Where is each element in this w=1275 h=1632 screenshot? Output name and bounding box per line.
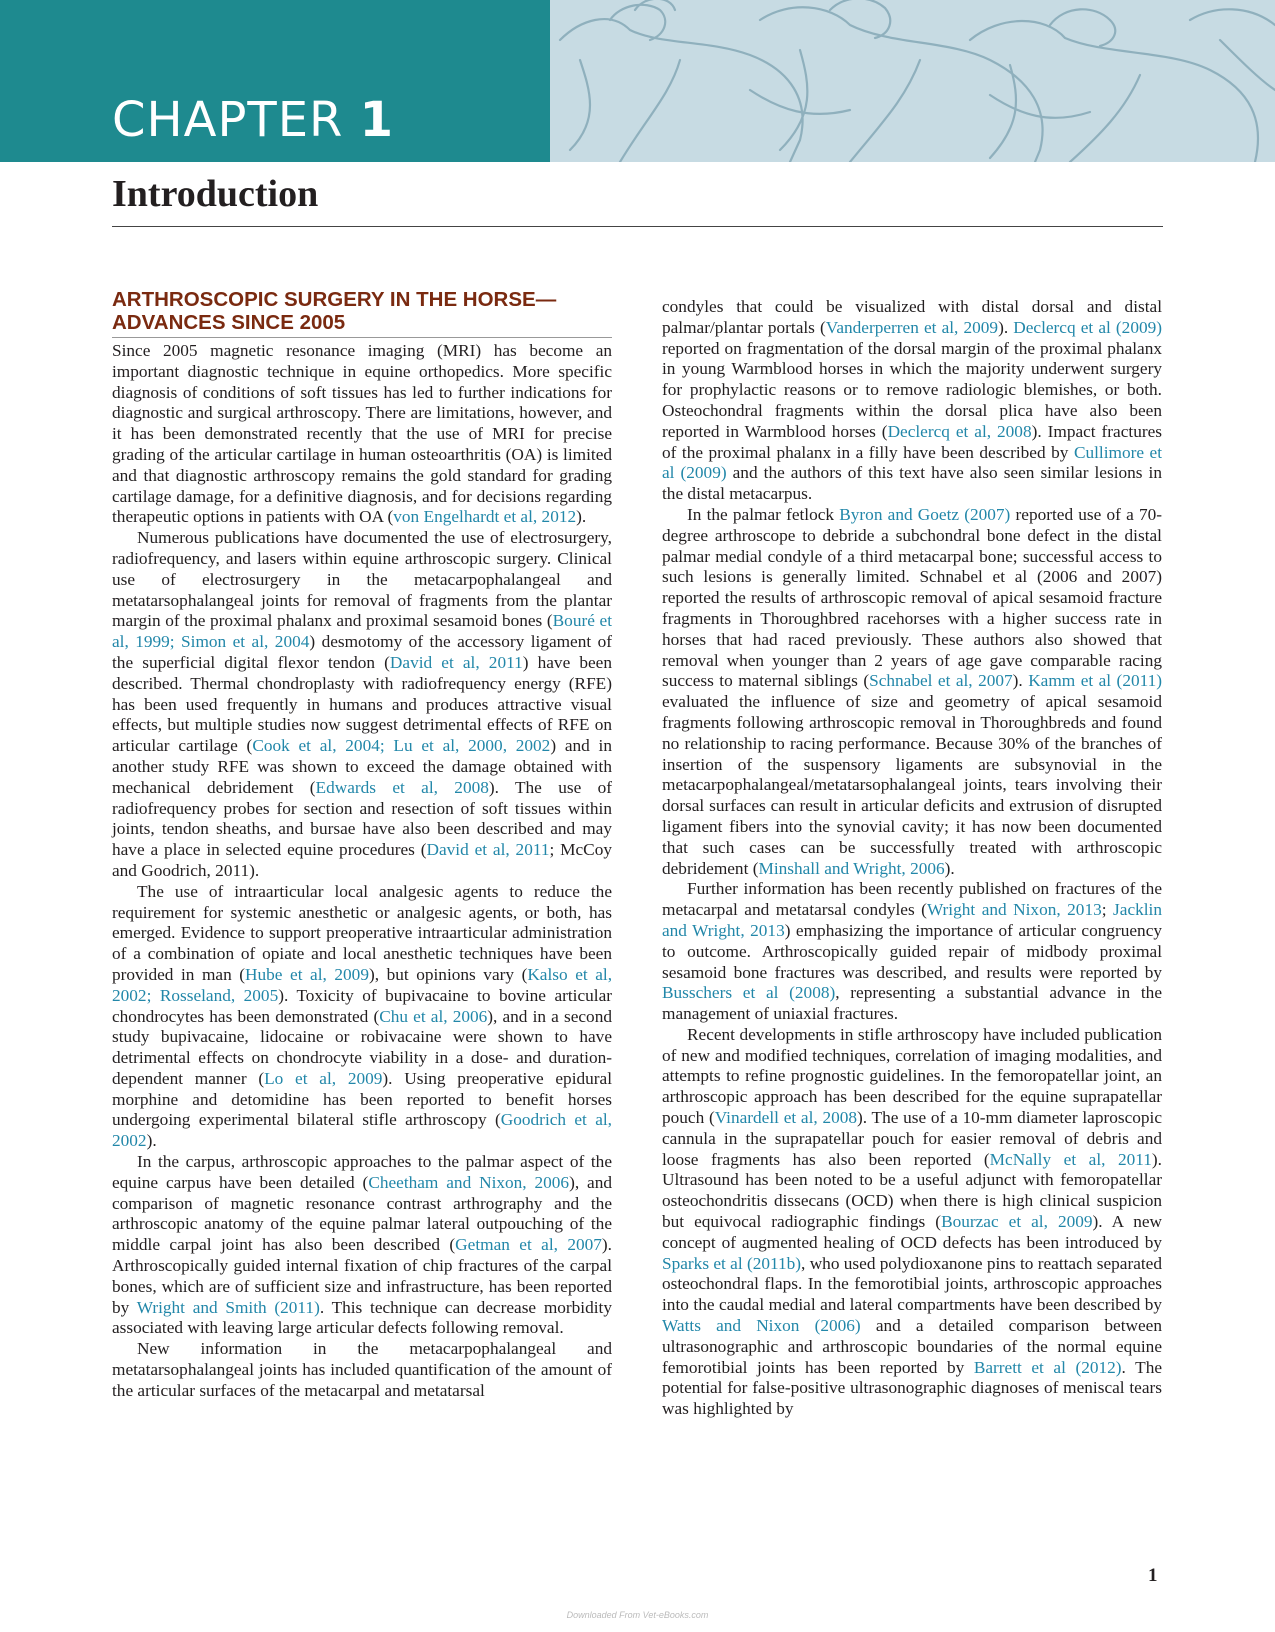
citation-link[interactable]: David et al, 2011 — [426, 840, 550, 860]
right-column-paragraph — [662, 297, 1162, 505]
citation-link[interactable]: Vanderperren et al, 2009 — [825, 317, 999, 337]
citation-link[interactable]: Vinardell et al, 2008 — [714, 1108, 858, 1128]
left-column-paragraph — [112, 341, 612, 528]
body-text: ). A new concept of augmented healing of OCD defects has been introduced by — [662, 1212, 1162, 1252]
right-column-paragraph — [662, 1025, 1162, 1420]
chapter-banner — [0, 0, 550, 162]
body-text: ). Toxicity of bupivacaine to bovine articular chondrocytes has been demonstrated ( — [112, 985, 613, 1026]
citation-link[interactable]: von Engelhardt et al, 2012 — [393, 507, 577, 527]
right-column-paragraph — [662, 505, 1162, 879]
right-column-body — [662, 297, 1162, 1420]
body-text: reported on fragmentation of the dorsal margin of the proximal phalanx in young Warmblood horses in which the majority underwent surgery for prophylactic reasons or to remove radiologic blemishes, or both. Osteochondral fragments within the dorsal plica have also been reported in Warmblood horses ( — [662, 338, 1162, 441]
citation-link[interactable]: Byron and Goetz (2007) — [839, 504, 1011, 524]
body-text: ) and in another study RFE was shown to exceed the damage obtained with mechanical debridement ( — [112, 736, 612, 797]
body-text: ). Using preoperative epidural morphine and detomidine has been reported to benefit horses undergoing experimental bilateral stifle arthroscopy ( — [112, 1068, 613, 1130]
body-text: ), and in a second study bupivacaine, lidocaine or robivacaine were shown to have detrimental effects on chondrocyte viability in a dose- and duration-dependent manner ( — [112, 1006, 612, 1088]
citation-link[interactable]: Cook et al, 2004; Lu et al, 2000, 2002 — [252, 736, 551, 756]
body-text: and a detailed comparison between ultrasonographic and arthroscopic boundaries of the normal equine femorotibial joints has been reported by — [662, 1316, 1162, 1377]
body-text: ; — [1101, 900, 1114, 920]
citation-link[interactable]: Chu et al, 2006 — [379, 1006, 488, 1026]
citation-link[interactable]: Sparks et al (2011b) — [662, 1253, 802, 1273]
citation-link[interactable]: Schnabel et al, 2007 — [869, 671, 1013, 691]
section-heading: ARTHROSCOPIC SURGERY IN THE HORSE—ADVANCES SINCE 2005 — [112, 288, 612, 338]
body-text: , who used polydioxanone pins to reattach separated osteochondral flaps. In the femorotibial joints, arthroscopic approaches into the caudal medial and lateral compartments have been described by — [662, 1253, 1162, 1315]
body-text: In the palmar fetlock — [687, 504, 840, 524]
citation-link[interactable]: Watts and Nixon (2006) — [662, 1316, 861, 1336]
citation-link[interactable]: Bouré et al, 1999; Simon et al, 2004 — [112, 611, 612, 652]
citation-link[interactable]: Wright and Nixon, 2013 — [926, 900, 1102, 920]
body-text: ). Impact fractures of the proximal phalanx in a filly have been described by — [662, 421, 1162, 462]
body-text: The use of intraarticular local analgesic agents to reduce the requirement for systemic anesthetic or analgesic agents, or both, has emerged. Evidence to support preoperative intraarticular administration of a combination of opiate and local anesthetic techniques have been provided in man ( — [112, 881, 612, 984]
title-divider — [112, 226, 1163, 227]
citation-link[interactable]: Busschers et al (2008) — [662, 983, 836, 1003]
left-column — [112, 288, 612, 1402]
body-text: In the carpus, arthroscopic approaches to the palmar aspect of the equine carpus have been detailed ( — [112, 1152, 612, 1192]
left-column-paragraph — [112, 1152, 612, 1339]
left-column-body — [112, 341, 612, 1402]
left-column-paragraph — [112, 1339, 612, 1401]
body-text: Numerous publications have documented the use of electrosurgery, radiofrequency, and lasers within equine arthroscopic surgery. Clinical use of electrosurgery in the metacarpophalangeal and metatarsophalangeal joints for removal of fragments from the plantar margin of the proximal phalanx and proximal sesamoid bones ( — [112, 528, 612, 631]
citation-link[interactable]: Declercq et al, 2008 — [887, 421, 1032, 441]
body-text: evaluated the influence of size and geometry of apical sesamoid fragments following arthroscopic removal in Thoroughbreds and found no relationship to racing performance. Because 30% of the branches of insertion of the suspensory ligaments are subsynovial in the metacarpophalangeal/metatarsophalangeal joints, tears involving their dorsal surfaces can result in articular deficits and extrusion of disrupted ligament fibers into the synovial cavity; it has now been documented that such cases can be successfully treated with arthroscopic debridement ( — [662, 692, 1162, 878]
citation-link[interactable]: Edwards et al, 2008 — [315, 777, 489, 797]
body-text: condyles that could be visualized with distal dorsal and distal palmar/plantar portals ( — [662, 297, 1162, 337]
citation-link[interactable]: Wright and Smith (2011) — [136, 1297, 320, 1317]
citation-link[interactable]: Hube et al, 2009 — [245, 964, 369, 984]
chapter-number: 1 — [359, 92, 395, 148]
body-text: ) desmotomy of the accessory ligament of the superficial digital flexor tendon ( — [112, 632, 613, 672]
citation-link[interactable]: Barrett et al (2012) — [973, 1357, 1122, 1377]
right-column-paragraph — [662, 879, 1162, 1025]
body-text: ), and comparison of magnetic resonance contrast arthrography and the arthroscopic anatomy of the equine palmar lateral outpouching of the middle carpal joint has also been described ( — [112, 1172, 612, 1255]
citation-link[interactable]: Bourzac et al, 2009 — [941, 1212, 1093, 1232]
body-text: ) have been described. Thermal chondroplasty with radiofrequency energy (RFE) has been used frequently in humans and produces attractive visual effects, but multiple studies now suggest detrimental effects of RFE on articular cartilage ( — [112, 652, 612, 756]
body-text: New information in the metacarpophalangeal and metatarsophalangeal joints has included quantification of the amount of the articular surfaces of the metacarpal and metatarsal — [112, 1339, 612, 1400]
citation-link[interactable]: Cheetham and Nixon, 2006 — [368, 1172, 570, 1192]
body-text: ). — [998, 317, 1014, 337]
body-text: ). — [576, 507, 587, 527]
body-text: ). — [1012, 671, 1029, 691]
body-text: ). Ultrasound has been noted to be a useful adjunct with femoropatellar osteochondritis dissecans (OCD) when there is high clinical suspicion but equivocal radiographic findings ( — [662, 1149, 1162, 1232]
body-text: and the authors of this text have also seen similar lesions in the distal metacarpus. — [662, 463, 1162, 504]
download-watermark: Downloaded From Vet-eBooks.com — [566, 1610, 709, 1620]
body-text: Recent developments in stifle arthroscopy have included publication of new and modified techniques, correlation of imaging modalities, and attempts to refine prognostic guidelines. In the femoropatellar joint, an arthroscopic approach has been described for the equine suprapatellar pouch ( — [662, 1024, 1162, 1128]
body-text: ), but opinions vary ( — [368, 964, 528, 984]
citation-link[interactable]: Jacklin and Wright, 2013 — [662, 900, 1162, 940]
body-text: ). — [944, 858, 955, 878]
body-text: Since 2005 magnetic resonance imaging (MRI) has become an important diagnostic technique in equine orthopedics. More specific diagnosis of conditions of soft tissues has led to further indications for diagnostic and surgical arthroscopy. There are limitations, however, and it has been demonstrated recently that the use of MRI for precise grading of the articular cartilage in human osteoarthritis (OA) is limited and that diagnostic arthroscopy remains the gold standard for grading cartilage damage, for a definitive diagnosis, and for decisions regarding therapeutic options in patients with OA ( — [112, 341, 612, 527]
citation-link[interactable]: Minshall and Wright, 2006 — [758, 858, 945, 878]
citation-link[interactable]: Getman et al, 2007 — [455, 1235, 602, 1255]
body-text: ). — [146, 1131, 157, 1151]
page-number: 1 — [1148, 1565, 1158, 1586]
body-text: ). Arthroscopically guided internal fixation of chip fractures of the carpal bones, which are of sufficient size and infrastructure, has been reported by — [112, 1235, 612, 1317]
citation-link[interactable]: Cullimore et al (2009) — [662, 442, 1163, 483]
body-text: ). The use of radiofrequency probes for section and resection of soft tissues within joints, tendon sheaths, and bursae have also been described and may have a place in selected equine procedures ( — [112, 777, 612, 860]
page-title: Introduction — [112, 173, 319, 215]
citation-link[interactable]: McNally et al, 2011 — [989, 1149, 1152, 1169]
body-text: reported use of a 70-degree arthroscope to debride a subchondral bone defect in the distal palmar medial condyle of a third metacarpal bone; successful access to such lesions is generally limited. Schnabel et al (2006 and 2007) reported the results of arthroscopic removal of apical sesamoid fracture fragments in Thoroughbred racehorses with a higher success rate in horses that had raced previously. These authors also showed that removal when younger than 2 years of age gave comparable racing success to maternal siblings ( — [662, 504, 1163, 691]
racehorse-illustration-icon — [550, 0, 1275, 162]
citation-link[interactable]: Lo et al, 2009 — [264, 1068, 383, 1088]
right-column — [662, 297, 1162, 1420]
body-text: . The potential for false-positive ultrasonographic diagnoses of meniscal tears was highlighted by — [662, 1357, 1162, 1419]
citation-link[interactable]: Kalso et al, 2002; Rosseland, 2005 — [112, 964, 613, 1005]
chapter-label — [112, 90, 394, 150]
body-text: ; McCoy and Goodrich, 2011). — [112, 840, 612, 880]
body-text: Further information has been recently published on fractures of the metacarpal and metatarsal condyles ( — [662, 879, 1162, 920]
left-column-paragraph — [112, 882, 612, 1152]
left-column-paragraph — [112, 528, 612, 882]
body-text: ). The use of a 10-mm diameter laproscopic cannula in the suprapatellar pouch for easier removal of debris and loose fragments has also been reported ( — [662, 1108, 1163, 1169]
citation-link[interactable]: Goodrich et al, 2002 — [112, 1110, 612, 1151]
body-text: . This technique can decrease morbidity associated with leaving large articular defects following removal. — [112, 1297, 612, 1338]
body-text: ) emphasizing the importance of articular congruency to outcome. Arthroscopically guided repair of midbody proximal sesamoid bone fractures was described, and results were reported by — [662, 920, 1163, 982]
chapter-word: CHAPTER — [112, 92, 344, 148]
citation-link[interactable]: David et al, 2011 — [389, 652, 523, 672]
citation-link[interactable]: Declercq et al (2009) — [1013, 317, 1162, 337]
citation-link[interactable]: Kamm et al (2011) — [1028, 671, 1162, 691]
body-text: , representing a substantial advance in the management of uniaxial fractures. — [662, 983, 1162, 1024]
